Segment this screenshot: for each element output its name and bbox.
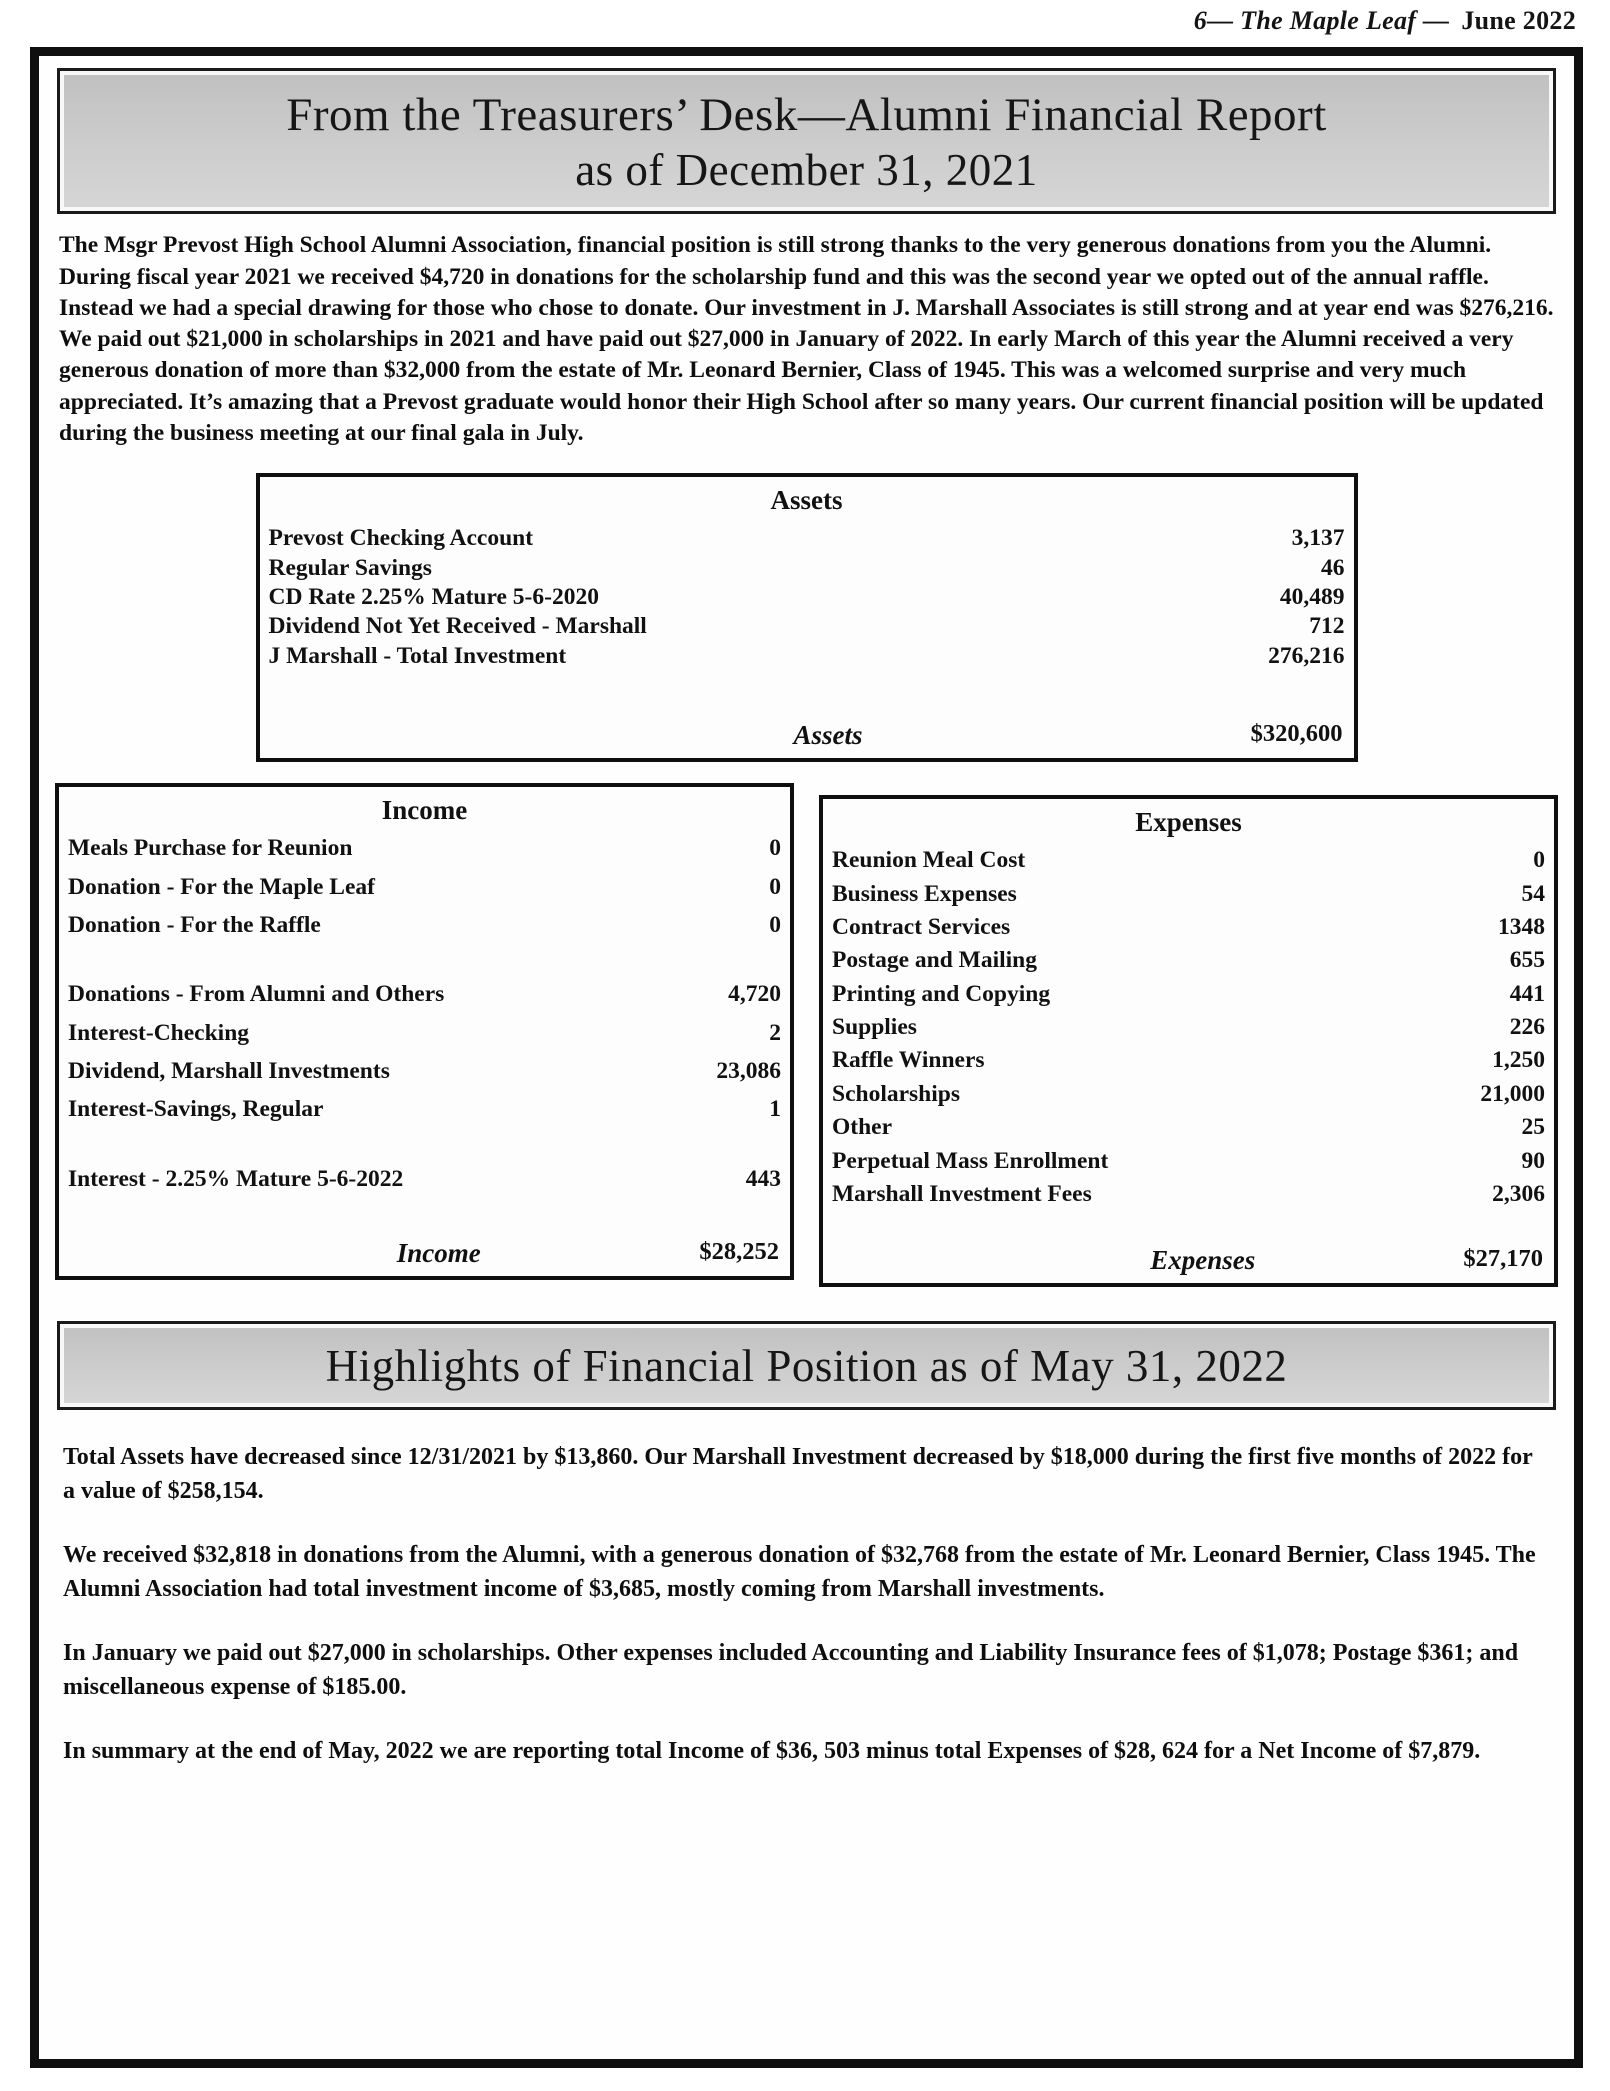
expenses-total-value: $27,170 <box>1463 1245 1543 1273</box>
row-label: Scholarships <box>832 1080 960 1107</box>
row-value: 54 <box>1521 880 1545 907</box>
report-title-banner <box>57 68 1556 214</box>
report-title-line1: From the Treasurers’ Desk—Alumni Financial Report <box>286 89 1327 141</box>
row-value: 0 <box>769 835 781 862</box>
income-total-label: Income <box>396 1238 481 1269</box>
paragraph: We received $32,818 in donations from the Alumni, with a generous donation of $32,768 from the estate of Mr. Leonard Bernier, Class 1945. The Alumni Association had total investment income of $3,685, mostly coming from Marshall investments. <box>63 1542 1536 1603</box>
row-label: Supplies <box>832 1014 917 1041</box>
row-value: 655 <box>1509 947 1545 974</box>
row-value: 90 <box>1521 1147 1545 1174</box>
row-label: Other <box>832 1114 893 1141</box>
row-value: 4,720 <box>728 981 781 1008</box>
table-row <box>832 980 1545 1009</box>
highlights-banner: Highlights of Financial Position as of May 31, 2022 <box>57 1321 1556 1410</box>
masthead <box>1194 6 1576 36</box>
table-row <box>269 554 1345 583</box>
row-value: 2,306 <box>1492 1180 1545 1207</box>
row-value: 2 <box>769 1019 781 1046</box>
row-value: 46 <box>1321 554 1345 581</box>
income-total-row <box>68 1238 781 1268</box>
table-row <box>68 834 781 863</box>
expenses-total-label: Expenses <box>1150 1245 1256 1276</box>
income-table-heading: Income <box>381 795 468 826</box>
row-label: Donation - For the Raffle <box>68 911 321 938</box>
row-value: 0 <box>1533 847 1545 874</box>
row-label: Interest - 2.25% Mature 5-6-2022 <box>68 1165 404 1192</box>
expenses-total-row <box>832 1245 1545 1275</box>
row-value: 21,000 <box>1480 1080 1545 1107</box>
income-expenses-columns <box>55 783 1558 1287</box>
table-spacer-row <box>68 1134 781 1156</box>
row-label: Dividend Not Yet Received - Marshall <box>268 613 647 640</box>
table-row <box>269 583 1345 612</box>
intro-paragraphs <box>59 230 1554 449</box>
row-label: Marshall Investment Fees <box>832 1180 1092 1207</box>
newsletter-name: 6— The Maple Leaf — <box>1193 6 1450 35</box>
row-label: Raffle Winners <box>832 1047 985 1074</box>
income-total-value: $28,252 <box>699 1238 779 1266</box>
row-label: Printing and Copying <box>832 980 1051 1007</box>
assets-table-rows <box>269 524 1345 671</box>
row-label: Regular Savings <box>268 554 432 581</box>
table-row <box>832 1013 1545 1042</box>
table-row <box>68 980 781 1009</box>
paragraph: The Msgr Prevost High School Alumni Association, financial position is still strong thanks to the very generous donations from you the Alumni. During fiscal year 2021 we received $4,720 in donations for the scholarship fund and this was the second year we opted out of the annual raffle. Instead we had a special drawing for those who chose to donate. Our investment in J. Marshall Associates is still strong and at year end was $276,216. <box>59 232 1554 321</box>
paragraph: Total Assets have decreased since 12/31/2021 by $13,860. Our Marshall Investment decreased by $18,000 during the first five months of 2022 for a value of $258,154. <box>63 1443 1533 1504</box>
table-row <box>832 946 1545 975</box>
table-row <box>68 1165 781 1194</box>
row-label: Meals Purchase for Reunion <box>68 835 353 862</box>
row-value: 712 <box>1309 613 1345 640</box>
row-value: 1348 <box>1498 913 1545 940</box>
row-value: 0 <box>769 873 781 900</box>
table-row <box>68 1095 781 1124</box>
row-label: Donation - For the Maple Leaf <box>68 873 375 900</box>
row-label: Interest-Savings, Regular <box>68 1096 324 1123</box>
row-label: Business Expenses <box>832 880 1017 907</box>
table-row <box>269 642 1345 671</box>
table-row <box>832 913 1545 942</box>
table-row <box>269 612 1345 641</box>
row-value: 1 <box>769 1096 781 1123</box>
assets-total-value: $320,600 <box>1250 720 1343 748</box>
table-row <box>832 880 1545 909</box>
income-table <box>55 783 794 1280</box>
row-label: Reunion Meal Cost <box>832 847 1026 874</box>
table-row <box>68 1057 781 1086</box>
table-spacer-row <box>68 949 781 971</box>
report-title-line2: as of December 31, 2021 <box>575 145 1038 196</box>
expenses-table-rows <box>832 846 1545 1213</box>
row-label: Contract Services <box>832 913 1011 940</box>
row-label: J Marshall - Total Investment <box>268 642 567 669</box>
row-value: 40,489 <box>1279 583 1345 610</box>
report-frame <box>30 47 1583 2068</box>
row-value: 1,250 <box>1492 1047 1545 1074</box>
row-value: 23,086 <box>716 1058 781 1085</box>
table-row <box>68 873 781 902</box>
table-row <box>832 846 1545 875</box>
row-label: Postage and Mailing <box>832 947 1037 974</box>
table-row <box>269 524 1345 553</box>
paragraph: We paid out $21,000 in scholarships in 2021 and have paid out $27,000 in January of 2022. In early March of this year the Alumni received a very generous donation of more than $32,000 from the estate of Mr. Leonard Bernier, Class of 1945. This was a welcomed surprise and very much appreciated. It’s amazing that a Prevost graduate would honor their High School after so many years. Our current financial position will be updated during the business meeting at our final gala in July. <box>59 326 1544 446</box>
row-label: CD Rate 2.25% Mature 5-6-2020 <box>268 583 599 610</box>
expenses-table-heading: Expenses <box>1135 807 1242 838</box>
row-value: 0 <box>769 911 781 938</box>
table-row <box>832 1046 1545 1075</box>
income-table-rows <box>68 834 781 1203</box>
expenses-table <box>819 795 1558 1287</box>
table-row <box>832 1180 1545 1209</box>
row-label: Donations - From Alumni and Others <box>68 981 445 1008</box>
table-row <box>832 1080 1545 1109</box>
table-row <box>68 1019 781 1048</box>
row-label: Interest-Checking <box>68 1019 250 1046</box>
row-label: Dividend, Marshall Investments <box>68 1058 390 1085</box>
highlights-paragraphs <box>63 1440 1550 1769</box>
paragraph: In summary at the end of May, 2022 we are reporting total Income of $36, 503 minus total Expenses of $28, 624 for a Net Income of $7,879. <box>63 1738 1481 1765</box>
assets-total-row <box>269 720 1345 750</box>
assets-table-heading: Assets <box>770 485 843 516</box>
row-value: 276,216 <box>1268 642 1345 669</box>
row-label: Perpetual Mass Enrollment <box>832 1147 1109 1174</box>
row-label: Prevost Checking Account <box>268 525 534 552</box>
row-value: 25 <box>1521 1114 1545 1141</box>
table-row <box>68 911 781 940</box>
row-value: 3,137 <box>1291 525 1345 552</box>
table-row <box>832 1147 1545 1176</box>
table-row <box>832 1113 1545 1142</box>
row-value: 443 <box>745 1165 781 1192</box>
assets-total-label: Assets <box>793 720 863 751</box>
assets-table <box>256 473 1358 762</box>
newsletter-issue-date: June 2022 <box>1461 6 1576 35</box>
row-value: 441 <box>1509 980 1545 1007</box>
paragraph: In January we paid out $27,000 in scholarships. Other expenses included Accounting and Liability Insurance fees of $1,078; Postage $361; and miscellaneous expense of $185.00. <box>63 1640 1519 1701</box>
row-value: 226 <box>1509 1014 1545 1041</box>
